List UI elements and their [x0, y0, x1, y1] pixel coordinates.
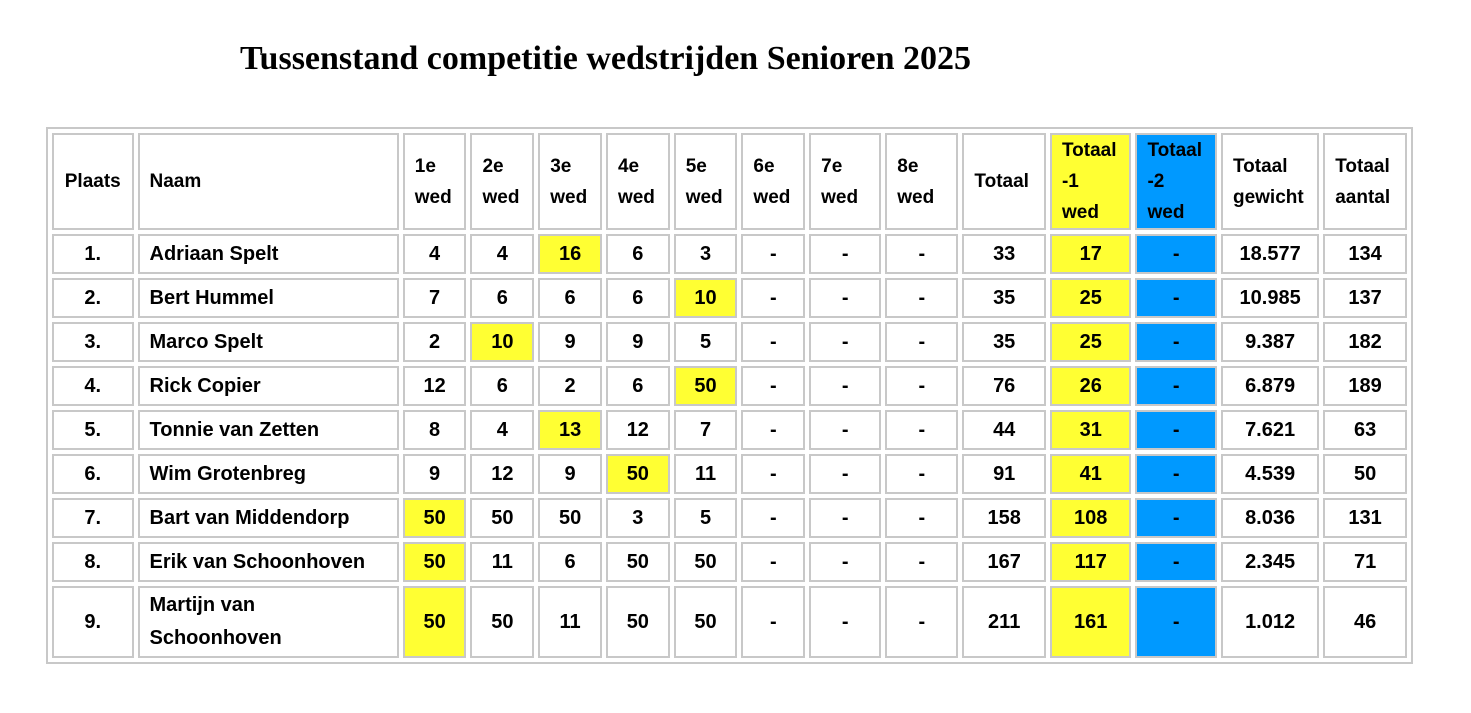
table-row — [52, 410, 1407, 450]
col-header-plaats: Plaats — [52, 133, 134, 230]
cell-wed: - — [885, 234, 958, 274]
cell-wed: - — [741, 366, 805, 406]
col-header-w3: 3e wed — [538, 133, 602, 230]
cell-plaats: 3. — [52, 322, 134, 362]
cell-naam: Wim Grotenbreg — [138, 454, 399, 494]
cell-wed-dropped: 10 — [674, 278, 738, 318]
cell-wed: 5 — [674, 322, 738, 362]
cell-aantal: 189 — [1323, 366, 1407, 406]
cell-gewicht: 1.012 — [1221, 586, 1319, 658]
cell-wed: 5 — [674, 498, 738, 538]
cell-aantal: 46 — [1323, 586, 1407, 658]
cell-wed: - — [809, 234, 881, 274]
cell-wed: - — [809, 498, 881, 538]
cell-wed: - — [809, 278, 881, 318]
col-header-gewicht: Totaal gewicht — [1221, 133, 1319, 230]
cell-totaal-min1: 25 — [1050, 278, 1132, 318]
cell-plaats: 1. — [52, 234, 134, 274]
col-header-totaal-min1: Totaal -1 wed — [1050, 133, 1132, 230]
cell-totaal-min1: 117 — [1050, 542, 1132, 582]
cell-totaal-min2: - — [1135, 278, 1217, 318]
cell-wed-dropped: 50 — [403, 586, 467, 658]
cell-wed: - — [741, 586, 805, 658]
table-row — [52, 498, 1407, 538]
cell-wed: 4 — [470, 234, 534, 274]
page-title: Tussenstand competitie wedstrijden Senioren 2025 — [240, 40, 972, 77]
cell-wed: 2 — [538, 366, 602, 406]
cell-wed: - — [741, 454, 805, 494]
cell-wed-dropped: 10 — [470, 322, 534, 362]
cell-plaats: 5. — [52, 410, 134, 450]
header-row — [52, 133, 1407, 230]
cell-wed-dropped: 13 — [538, 410, 602, 450]
cell-wed-dropped: 50 — [606, 454, 670, 494]
cell-wed: 2 — [403, 322, 467, 362]
cell-wed: - — [885, 586, 958, 658]
cell-totaal-min2: - — [1135, 498, 1217, 538]
cell-wed: 3 — [606, 498, 670, 538]
cell-gewicht: 7.621 — [1221, 410, 1319, 450]
cell-wed: - — [741, 542, 805, 582]
cell-naam: Bart van Middendorp — [138, 498, 399, 538]
cell-totaal-min2: - — [1135, 454, 1217, 494]
cell-wed: - — [809, 322, 881, 362]
cell-wed-dropped: 50 — [674, 366, 738, 406]
cell-wed: - — [885, 322, 958, 362]
cell-totaal-min2: - — [1135, 234, 1217, 274]
standings-table — [46, 127, 1413, 664]
cell-totaal-min1: 41 — [1050, 454, 1132, 494]
cell-aantal: 50 — [1323, 454, 1407, 494]
cell-totaal-min1: 108 — [1050, 498, 1132, 538]
cell-plaats: 9. — [52, 586, 134, 658]
cell-aantal: 182 — [1323, 322, 1407, 362]
cell-wed: - — [885, 542, 958, 582]
cell-wed: 6 — [538, 542, 602, 582]
cell-aantal: 63 — [1323, 410, 1407, 450]
cell-wed: 6 — [606, 278, 670, 318]
cell-gewicht: 2.345 — [1221, 542, 1319, 582]
cell-totaal: 158 — [962, 498, 1046, 538]
col-header-totaal-min2: Totaal -2 wed — [1135, 133, 1217, 230]
table-row — [52, 454, 1407, 494]
cell-wed: - — [885, 454, 958, 494]
cell-totaal-min2: - — [1135, 542, 1217, 582]
cell-wed: - — [809, 454, 881, 494]
cell-wed: - — [741, 410, 805, 450]
col-header-w8: 8e wed — [885, 133, 958, 230]
cell-wed: 6 — [470, 366, 534, 406]
cell-wed: - — [741, 498, 805, 538]
cell-naam: Bert Hummel — [138, 278, 399, 318]
cell-totaal: 35 — [962, 278, 1046, 318]
cell-wed: - — [809, 542, 881, 582]
col-header-totaal: Totaal — [962, 133, 1046, 230]
cell-totaal: 211 — [962, 586, 1046, 658]
cell-aantal: 137 — [1323, 278, 1407, 318]
table-row — [52, 322, 1407, 362]
cell-naam: Rick Copier — [138, 366, 399, 406]
col-header-w2: 2e wed — [470, 133, 534, 230]
cell-naam: Adriaan Spelt — [138, 234, 399, 274]
cell-wed: 11 — [470, 542, 534, 582]
cell-wed: 6 — [470, 278, 534, 318]
cell-wed: 12 — [470, 454, 534, 494]
cell-wed: - — [741, 234, 805, 274]
cell-totaal: 167 — [962, 542, 1046, 582]
cell-naam: Erik van Schoonhoven — [138, 542, 399, 582]
cell-totaal: 91 — [962, 454, 1046, 494]
cell-totaal: 33 — [962, 234, 1046, 274]
col-header-w4: 4e wed — [606, 133, 670, 230]
table-row — [52, 366, 1407, 406]
table-row — [52, 586, 1407, 658]
cell-naam: Tonnie van Zetten — [138, 410, 399, 450]
table-row — [52, 278, 1407, 318]
cell-wed: - — [885, 366, 958, 406]
cell-wed-dropped: 50 — [403, 542, 467, 582]
cell-totaal-min1: 31 — [1050, 410, 1132, 450]
cell-wed: 4 — [470, 410, 534, 450]
cell-totaal-min1: 161 — [1050, 586, 1132, 658]
cell-wed: 6 — [606, 234, 670, 274]
cell-wed: - — [809, 586, 881, 658]
cell-naam: Marco Spelt — [138, 322, 399, 362]
cell-totaal-min2: - — [1135, 410, 1217, 450]
cell-totaal-min1: 25 — [1050, 322, 1132, 362]
cell-gewicht: 10.985 — [1221, 278, 1319, 318]
cell-wed: 6 — [538, 278, 602, 318]
cell-gewicht: 4.539 — [1221, 454, 1319, 494]
cell-plaats: 2. — [52, 278, 134, 318]
col-header-aantal: Totaal aantal — [1323, 133, 1407, 230]
cell-totaal-min2: - — [1135, 586, 1217, 658]
cell-totaal-min1: 26 — [1050, 366, 1132, 406]
cell-wed: - — [885, 410, 958, 450]
naam-line-1: Martijn van — [149, 594, 256, 616]
cell-wed: 9 — [606, 322, 670, 362]
table-row — [52, 234, 1407, 274]
cell-totaal-min2: - — [1135, 322, 1217, 362]
cell-totaal: 35 — [962, 322, 1046, 362]
cell-gewicht: 9.387 — [1221, 322, 1319, 362]
cell-wed: - — [885, 498, 958, 538]
cell-wed: 50 — [606, 542, 670, 582]
cell-wed: 8 — [403, 410, 467, 450]
cell-plaats: 4. — [52, 366, 134, 406]
cell-wed: 9 — [403, 454, 467, 494]
cell-aantal: 71 — [1323, 542, 1407, 582]
cell-wed: 7 — [674, 410, 738, 450]
cell-wed-dropped: 50 — [403, 498, 467, 538]
naam-line-2: Schoonhoven — [149, 627, 282, 649]
cell-wed: 50 — [538, 498, 602, 538]
cell-totaal-min2: - — [1135, 366, 1217, 406]
col-header-w7: 7e wed — [809, 133, 881, 230]
col-header-w1: 1e wed — [403, 133, 467, 230]
cell-wed: 9 — [538, 454, 602, 494]
col-header-w5: 5e wed — [674, 133, 738, 230]
cell-wed: 3 — [674, 234, 738, 274]
cell-aantal: 131 — [1323, 498, 1407, 538]
cell-plaats: 8. — [52, 542, 134, 582]
cell-wed: 6 — [606, 366, 670, 406]
cell-totaal-min1: 17 — [1050, 234, 1132, 274]
cell-gewicht: 8.036 — [1221, 498, 1319, 538]
cell-wed: 12 — [403, 366, 467, 406]
cell-wed: - — [809, 366, 881, 406]
cell-naam — [138, 586, 399, 658]
cell-plaats: 6. — [52, 454, 134, 494]
cell-wed: 7 — [403, 278, 467, 318]
cell-wed: - — [741, 322, 805, 362]
cell-wed: 11 — [674, 454, 738, 494]
cell-wed: 50 — [470, 586, 534, 658]
cell-totaal: 76 — [962, 366, 1046, 406]
col-header-naam: Naam — [138, 133, 399, 230]
cell-wed: - — [741, 278, 805, 318]
col-header-w6: 6e wed — [741, 133, 805, 230]
cell-wed: - — [885, 278, 958, 318]
cell-wed: - — [809, 410, 881, 450]
cell-wed: 4 — [403, 234, 467, 274]
cell-gewicht: 18.577 — [1221, 234, 1319, 274]
cell-wed: 50 — [470, 498, 534, 538]
cell-wed: 50 — [606, 586, 670, 658]
cell-wed: 50 — [674, 586, 738, 658]
cell-totaal: 44 — [962, 410, 1046, 450]
cell-aantal: 134 — [1323, 234, 1407, 274]
cell-wed: 9 — [538, 322, 602, 362]
cell-wed: 11 — [538, 586, 602, 658]
cell-wed: 12 — [606, 410, 670, 450]
table-row — [52, 542, 1407, 582]
cell-wed-dropped: 16 — [538, 234, 602, 274]
cell-gewicht: 6.879 — [1221, 366, 1319, 406]
cell-wed: 50 — [674, 542, 738, 582]
cell-plaats: 7. — [52, 498, 134, 538]
